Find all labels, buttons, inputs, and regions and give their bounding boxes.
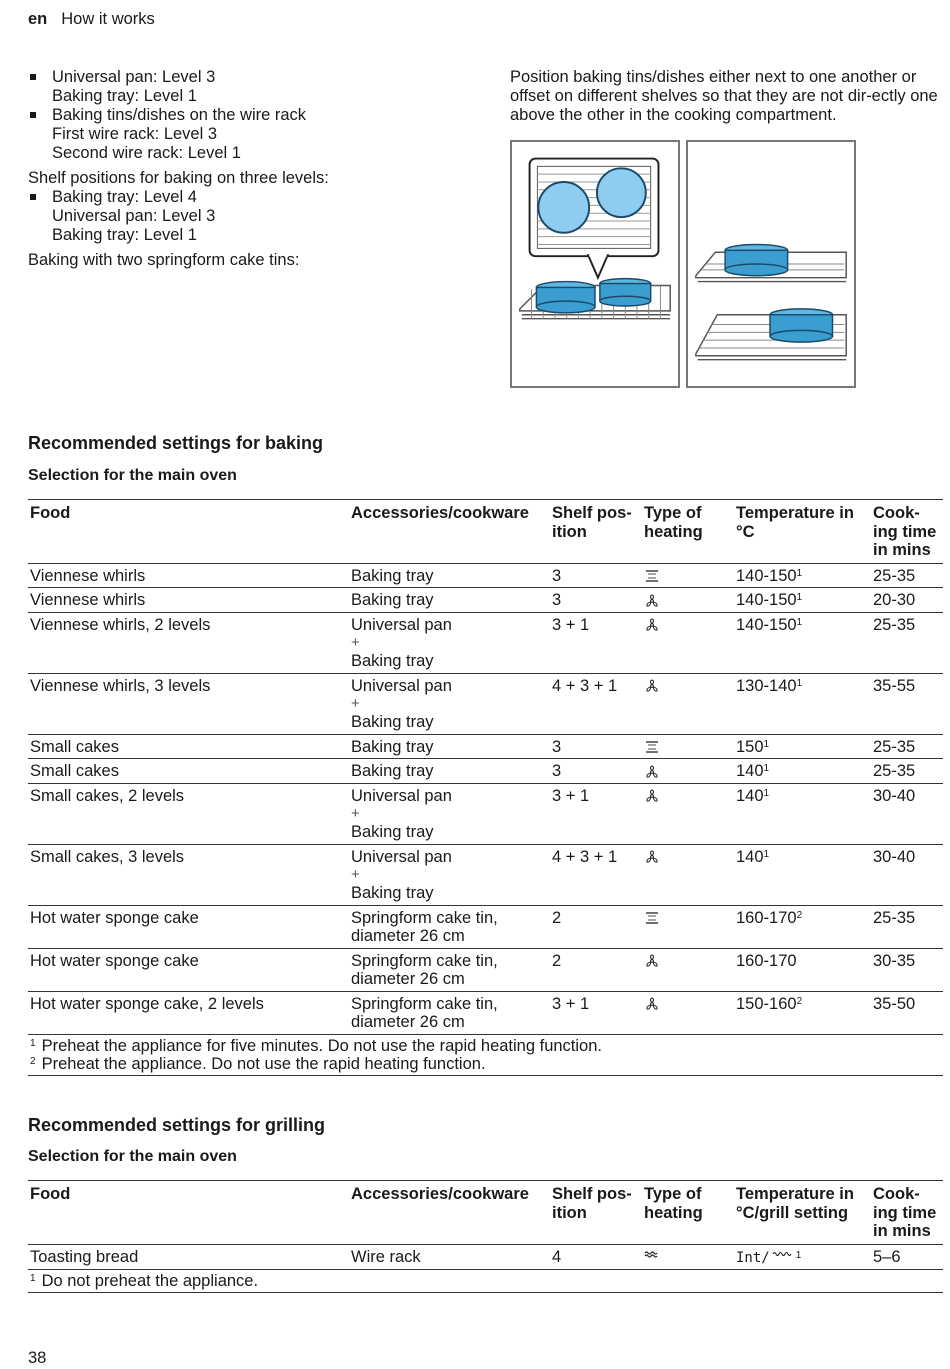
- shelf-cell: 3 + 1: [552, 615, 590, 634]
- footnotes: [28, 1034, 943, 1075]
- heating-cell: [642, 588, 734, 613]
- food-cell: Viennese whirls: [30, 566, 146, 585]
- temperature-cell: $140-150^1$: [736, 615, 803, 634]
- footnote-mark: 1: [796, 677, 803, 689]
- list-item: Baking tins/dishes on the wire rack First wire rack: Level 3 Second wire rack: Level 1: [28, 106, 488, 163]
- hot-air-icon: [644, 850, 660, 864]
- column-header-heating: Type of heating: [644, 504, 703, 541]
- temperature-cell: $150-160^2$: [736, 994, 803, 1013]
- column-header-shelf: Shelf pos-ition: [552, 504, 632, 541]
- heating-cell: [642, 563, 734, 588]
- page-header: [28, 10, 155, 29]
- shelf-cell: 3: [552, 762, 562, 780]
- heating-cell: [642, 1244, 734, 1270]
- springform-offset-image: [688, 142, 854, 386]
- food-cell: Toasting bread: [30, 1247, 139, 1266]
- section-title: How it works: [61, 10, 155, 28]
- temperature-cell: $140^1$: [736, 786, 770, 805]
- springform-label: Baking with two springform cake tins:: [28, 251, 300, 269]
- time-cell: 25-35: [873, 908, 916, 927]
- column-header-food: Food: [30, 504, 71, 522]
- table-row: [28, 844, 943, 905]
- column-header-food: Food: [30, 1185, 71, 1203]
- table-row: [28, 734, 943, 759]
- footnote-mark: 1: [796, 592, 803, 603]
- footnotes-row: [28, 1034, 943, 1075]
- illustration-tins-side-by-side: [510, 140, 680, 388]
- hot-air-icon: [644, 997, 660, 1011]
- shelf-cell: 3 + 1: [552, 786, 590, 805]
- food-cell: Small cakes: [30, 737, 119, 756]
- table-row: [28, 673, 943, 734]
- accessories-cell: Universal pan + Baking tray: [351, 786, 452, 841]
- shelf-cell: 3: [552, 737, 562, 756]
- accessories-cell: Wire rack: [351, 1247, 421, 1266]
- food-cell: Small cakes, 3 levels: [30, 847, 185, 866]
- column-header-heating: Type of heating: [644, 1185, 703, 1222]
- hot-air-icon: [644, 789, 660, 803]
- grilling-subheading: Selection for the main oven: [28, 1148, 237, 1165]
- springform-side-by-side-image: [512, 142, 678, 386]
- table-row: [28, 563, 943, 588]
- food-cell: Viennese whirls, 3 levels: [30, 676, 211, 695]
- hot-air-icon: [644, 765, 660, 779]
- column-header-accessories: Accessories/cookware: [351, 504, 529, 522]
- grilling-settings-table: [28, 1180, 943, 1293]
- baking-settings-table: [28, 499, 943, 1076]
- hot-air-icon: [644, 594, 660, 608]
- time-cell: 30-40: [873, 847, 916, 866]
- table-row: [28, 948, 943, 991]
- hot-air-icon: [644, 954, 660, 968]
- footnote: $^2$ Preheat the appliance. Do not use the rapid heating function.: [30, 1054, 486, 1073]
- heating-cell: [642, 783, 734, 844]
- food-cell: Viennese whirls, 2 levels: [30, 615, 211, 634]
- time-cell: 5–6: [873, 1247, 901, 1266]
- footnote: $^1$ Do not preheat the appliance.: [30, 1272, 259, 1290]
- footnote-mark: 1: [763, 763, 770, 774]
- shelf-cell: 3: [552, 591, 562, 609]
- food-cell: Viennese whirls: [30, 591, 146, 609]
- food-cell: Hot water sponge cake: [30, 951, 199, 970]
- accessories-cell: Baking tray: [351, 591, 434, 609]
- shelf-cell: 2: [552, 908, 562, 927]
- table-row: [28, 991, 943, 1034]
- page-number: 38: [28, 1349, 47, 1367]
- language-code: en: [28, 10, 48, 28]
- footnote-mark: 1: [763, 787, 770, 799]
- footnote-mark: 1: [795, 1249, 802, 1261]
- grilling-heading: Recommended settings for grilling: [28, 1115, 326, 1135]
- column-header-shelf: Shelf pos-ition: [552, 1185, 632, 1222]
- full-grill-icon: [644, 1250, 660, 1264]
- temperature-cell: $140^1$: [736, 847, 770, 866]
- heating-cell: [642, 844, 734, 905]
- footnote-mark: 2: [796, 995, 803, 1007]
- accessories-cell: Universal pan + Baking tray: [351, 676, 452, 731]
- time-cell: 35-55: [873, 676, 916, 695]
- temperature-cell: $130-140^1$: [736, 676, 803, 695]
- heating-cell: [642, 948, 734, 991]
- food-cell: Hot water sponge cake: [30, 908, 199, 927]
- heating-cell: [642, 991, 734, 1034]
- time-cell: 20-30: [873, 591, 916, 609]
- footnote-mark: 1: [796, 567, 803, 579]
- intro-left: [28, 68, 488, 270]
- table-header-row: [28, 500, 943, 564]
- column-header-time: Cook-ing time in mins: [873, 1185, 937, 1240]
- heating-cell: [642, 759, 734, 784]
- footnote-mark: 1: [796, 616, 803, 628]
- shelf-cell: 3 + 1: [552, 994, 590, 1013]
- bullet-list-two-levels: [28, 68, 488, 163]
- positioning-text: Position baking tins/dishes either next to one another or offset on different shelves so that they are not dir-ectly one above the other in the cooking compartment.: [510, 68, 938, 124]
- grill-wave-icon: [772, 1249, 794, 1259]
- table-row: [28, 612, 943, 673]
- time-cell: 35-50: [873, 994, 916, 1013]
- heating-cell: [642, 612, 734, 673]
- temperature-cell: $140^1$: [736, 762, 770, 780]
- temperature-cell: $160-170^2$: [736, 908, 803, 927]
- intensive-setting-label: Int/: [736, 1249, 770, 1266]
- column-header-time: Cook-ing time in mins: [873, 504, 937, 559]
- heating-cell: [642, 673, 734, 734]
- bullet-list-three-levels: [28, 188, 488, 245]
- accessories-cell: Springform cake tin, diameter 26 cm: [351, 951, 498, 988]
- table-row: [28, 759, 943, 784]
- shelf-cell: 4 + 3 + 1: [552, 676, 618, 695]
- accessories-cell: Universal pan + Baking tray: [351, 615, 452, 670]
- time-cell: 25-35: [873, 737, 916, 756]
- accessories-cell: Baking tray: [351, 566, 434, 585]
- accessories-cell: Baking tray: [351, 737, 434, 756]
- baking-heading: Recommended settings for baking: [28, 433, 324, 453]
- grill-setting-cell: [734, 1244, 871, 1270]
- illustration-tins-offset: [686, 140, 856, 388]
- table-row: [28, 588, 943, 613]
- footnotes-row: [28, 1270, 943, 1293]
- table-header-row: [28, 1181, 943, 1245]
- time-cell: 25-35: [873, 615, 916, 634]
- time-cell: 25-35: [873, 762, 916, 780]
- column-header-accessories: Accessories/cookware: [351, 1185, 529, 1203]
- three-levels-label: Shelf positions for baking on three levels:: [28, 169, 329, 187]
- top-bottom-heat-icon: [644, 911, 660, 925]
- time-cell: 30-40: [873, 786, 916, 805]
- shelf-cell: 4 + 3 + 1: [552, 847, 618, 866]
- accessories-cell: Springform cake tin, diameter 26 cm: [351, 908, 498, 945]
- top-bottom-heat-icon: [644, 740, 660, 754]
- accessories-cell: Universal pan + Baking tray: [351, 847, 452, 902]
- shelf-cell: 4: [552, 1247, 562, 1266]
- table-row: [28, 905, 943, 948]
- food-cell: Hot water sponge cake, 2 levels: [30, 994, 264, 1013]
- list-item: Universal pan: Level 3 Baking tray: Level 1: [28, 68, 488, 106]
- footnotes: [28, 1270, 943, 1293]
- hot-air-icon: [644, 679, 660, 693]
- shelf-cell: 2: [552, 951, 562, 970]
- shelf-cell: 3: [552, 566, 562, 585]
- footnote: $^1$ Preheat the appliance for five minutes. Do not use the rapid heating function.: [30, 1036, 602, 1055]
- accessories-cell: Springform cake tin, diameter 26 cm: [351, 994, 498, 1031]
- footnote-mark: 2: [796, 909, 803, 921]
- heating-cell: [642, 905, 734, 948]
- temperature-cell: 160-170: [736, 951, 797, 970]
- hot-air-icon: [644, 618, 660, 632]
- accessories-cell: Baking tray: [351, 762, 434, 780]
- column-header-temperature: Temperature in °C/grill setting: [736, 1185, 854, 1222]
- table-row: [28, 1244, 943, 1270]
- heating-cell: [642, 734, 734, 759]
- temperature-cell: $140-150^1$: [736, 566, 803, 585]
- food-cell: Small cakes: [30, 762, 119, 780]
- list-item: Baking tray: Level 4 Universal pan: Level 3 Baking tray: Level 1: [28, 188, 488, 245]
- temperature-cell: $150^1$: [736, 737, 770, 756]
- footnote-mark: 1: [763, 848, 770, 860]
- table-row: [28, 783, 943, 844]
- time-cell: 25-35: [873, 566, 916, 585]
- footnote-mark: 1: [763, 738, 770, 750]
- time-cell: 30-35: [873, 951, 916, 970]
- column-header-temperature: Temperature in °C: [736, 504, 854, 541]
- intro-right: [510, 68, 945, 125]
- top-bottom-heat-icon: [644, 569, 660, 583]
- food-cell: Small cakes, 2 levels: [30, 786, 185, 805]
- baking-subheading: Selection for the main oven: [28, 467, 237, 484]
- temperature-cell: $140-150^1$: [736, 591, 803, 609]
